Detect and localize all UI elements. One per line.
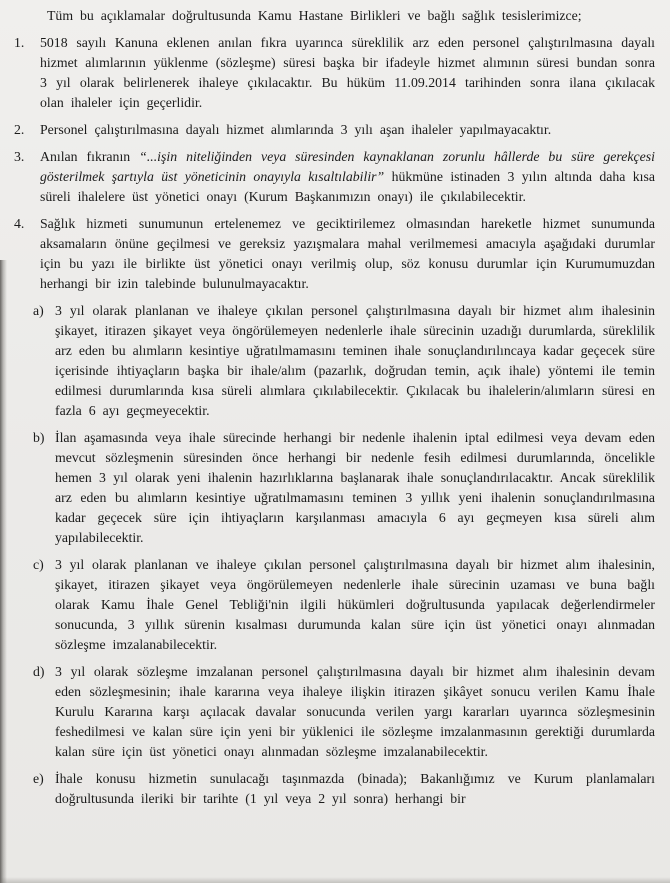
list-marker-b: b) <box>33 430 45 445</box>
intro-paragraph: Tüm bu açıklamalar doğrultusunda Kamu Hastane Birlikleri ve bağlı sağlık tesislerimizce; <box>47 8 582 23</box>
lettered-item-b <box>33 428 655 548</box>
list-marker-a: a) <box>33 303 44 318</box>
lettered-item-b-text: İlan aşamasında veya ihale sürecinde herhangi bir nedenle ihalenin iptal edilmesi veya devam eden mevcut sözleşmenin süresinden önce herhangi bir nedenle fesih edilmesi durumlarında, öncelikle hemen 3 yıl olarak yeni ihalenin hazırlıklarına başlanarak ihale sonuçlandırılacaktır. Ancak süreklilik arz eden bu alımların kesintiye uğratılmamasını teminen 3 yıllık yeni ihalenin sonuçlandırılmasına kadar geçecek süre için ihtiyaçların karşılanması amacıyla 6 ayı geçmeyen kısa süreli alım yapılabilecektir. <box>55 430 655 545</box>
numbered-item-3-text-after: hükmüne istinaden 3 yılın altında daha kısa süreli ihalelere üst yönetici onayı (Kurum Başkanımızın onayı) ile çıkılabilecektir. <box>40 169 656 204</box>
lettered-item-a <box>33 301 655 421</box>
numbered-item-3 <box>14 147 655 207</box>
list-marker-1: 1. <box>14 35 25 50</box>
list-marker-d: d) <box>33 664 45 679</box>
numbered-item-1-text: 5018 sayılı Kanuna eklenen anılan fıkra uyarınca süreklilik arz eden personel çalıştırılmasına dayalı hizmet alımlarının yüklenme (sözleşme) süresi başka bir ifadeyle hizmet alımının süresi bundan sonra 3 yıl olarak belirlenerek ihaleye çıkılacaktır. Bu hüküm 11.09.2014 tarihinden sonra ilana çıkılacak olan ihaleler için geçerlidir. <box>40 35 655 110</box>
list-marker-3: 3. <box>14 149 25 164</box>
list-marker-c: c) <box>33 557 44 572</box>
numbered-item-3-text-before: Anılan fıkranın <box>40 149 140 164</box>
lettered-item-c-text: 3 yıl olarak planlanan ve ihaleye çıkılan personel çalıştırılmasına dayalı bir hizmet alım ihalesinin, şikayet, itirazen şikayet veya öngörülemeyen nedenlerle ihale sürecinin uzaması ve buna bağlı olarak Kamu İhale Genel Tebliği'nin ilgili hükümleri doğrultusunda yapılacak değerlendirmeler sonucunda, 3 yıllık sürenin kısalması durumunda kalan süre için üst yönetici onayı alınmadan sözleşme imzalanabilecektir. <box>55 557 655 652</box>
numbered-item-4-text: Sağlık hizmeti sunumunun ertelenemez ve geciktirilemez olmasından hareketle hizmet sunumunda aksamaların önüne geçilmesi ve gereksiz yazışmalara mahal verilmemesi amacıyla aşağıdaki durumlar için bu yazı ile birlikte üst yönetici onayı verilmiş olup, söz konusu durumlar için Kurumumuzdan herhangi bir izin talebinde bulunulmayacaktır. <box>40 216 655 291</box>
scan-edge-shadow-bottom <box>0 877 670 883</box>
numbered-item-2-text: Personel çalıştırılmasına dayalı hizmet alımlarında 3 yılı aşan ihaleler yapılmayacaktır. <box>40 122 552 137</box>
lettered-item-e <box>33 769 655 809</box>
list-marker-e: e) <box>33 771 44 786</box>
lettered-item-e-text: İhale konusu hizmetin sunulacağı taşınmazda (binada); Bakanlığımız ve Kurum planlamaları doğrultusunda ileriki bir tarihte (1 yıl veya 2 yıl sonra) herhangi bir <box>55 771 655 806</box>
lettered-item-d-text: 3 yıl olarak sözleşme imzalanan personel çalıştırılmasına dayalı bir hizmet alım ihalesinin devam eden sözleşmesinin; ihale kararına veya ihaleye ilişkin itirazen şikâyet sonucu verilen Kamu İhale Kurulu Kararına karşı açılacak davalar sonucunda verilen yargı kararları uyarınca sözleşmesinin feshedilmesi ve kalan süre için yeni bir yüklenici ile sözleşme imzalanmasının gerektiği durumlarda kalan süre için üst yönetici onayı alınmadan sözleşme imzalanabilecektir. <box>55 664 655 759</box>
numbered-item-1 <box>14 33 655 113</box>
list-marker-4: 4. <box>14 216 25 231</box>
lettered-sublist <box>0 301 670 809</box>
lettered-item-a-text: 3 yıl olarak planlanan ve ihaleye çıkılan personel çalıştırılmasına dayalı bir hizmet alım ihalesinin şikayet, itirazen şikayet veya öngörülemeyen nedenlerle ihale sürecinin uzadığı durumlarda, süreklilik arz eden bu alımların kesintiye uğratılmamasını teminen ihale sonuçlandırılıncaya kadar geçecek süre içerisinde ihtiyaçların başka bir ihale/alım (pazarlık, doğrudan temin, açık ihale) yöntemi ile temin edilmesi durumlarında kısa süreli alımlara çıkılabilecektir. Çıkılacak bu ihalelerin/alımların süresi en fazla 6 ayı geçmeyecektir. <box>55 303 655 418</box>
lettered-item-c <box>33 555 655 655</box>
lettered-item-d <box>33 662 655 762</box>
numbered-item-2 <box>14 120 655 140</box>
list-marker-2: 2. <box>14 122 25 137</box>
numbered-item-3-text <box>40 147 655 207</box>
numbered-item-4 <box>14 214 655 294</box>
numbered-item-3-quote-italic: “...işin niteliğinden veya süresinden kaynaklanan zorunlu hâllerde bu süre gerekçesi gösterilmek şartıyla üst yöneticinin onayıyla kısaltılabilir” <box>40 149 655 184</box>
